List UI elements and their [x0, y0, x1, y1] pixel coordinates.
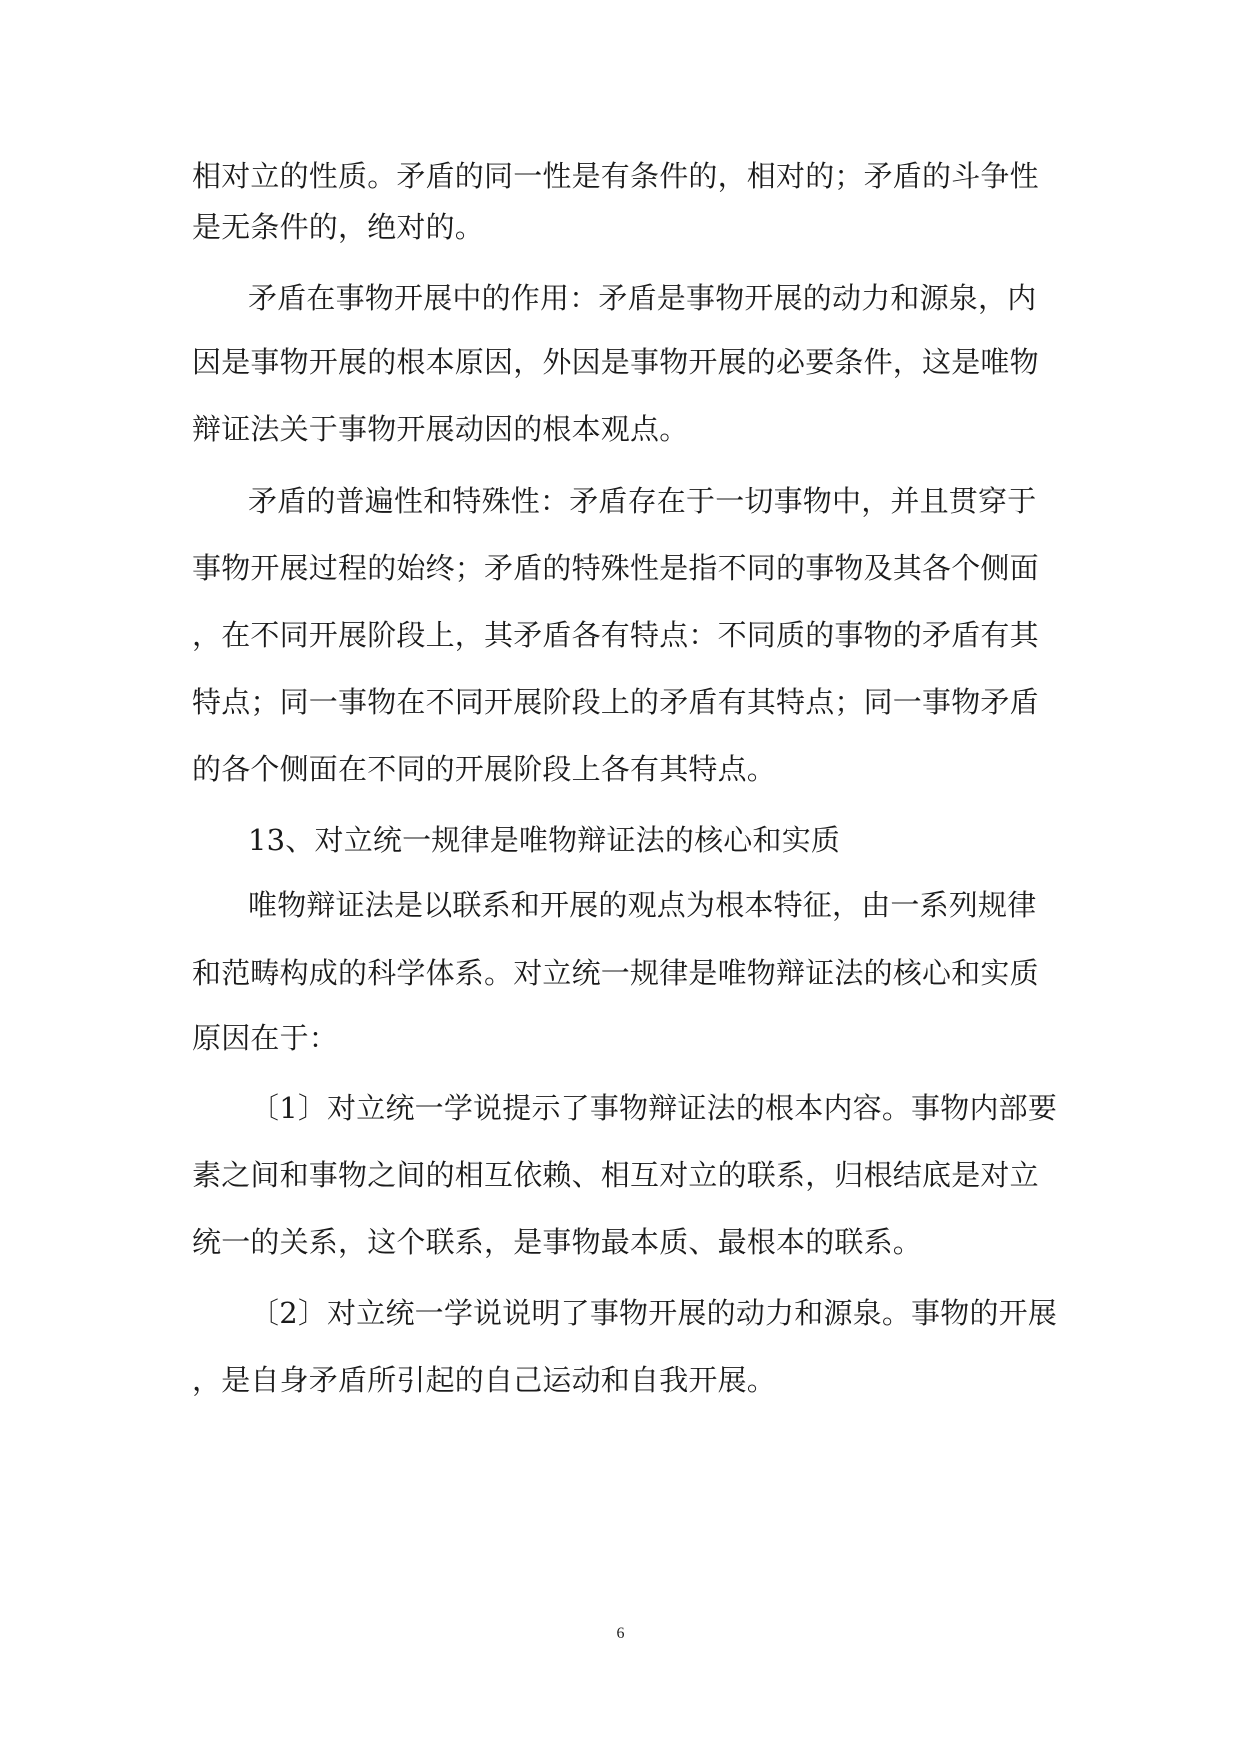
text-line: 的各个侧面在不同的开展阶段上各有其特点。: [192, 752, 777, 786]
section-heading: 13、对立统一规律是唯物辩证法的核心和实质: [248, 823, 841, 857]
text-line: 矛盾在事物开展中的作用：矛盾是事物开展的动力和源泉，内: [248, 281, 1037, 315]
text-line: 相对立的性质。矛盾的同一性是有条件的，相对的；矛盾的斗争性: [192, 159, 1039, 193]
text-line: 〔1〕对立统一学说提示了事物辩证法的根本内容。事物内部要: [250, 1091, 1058, 1125]
text-line: 素之间和事物之间的相互依赖、相互对立的联系，归根结底是对立: [192, 1158, 1039, 1192]
text-line: ，在不同开展阶段上，其矛盾各有特点：不同质的事物的矛盾有其: [192, 618, 1039, 652]
text-line: 辩证法关于事物开展动因的根本观点。: [192, 412, 689, 446]
page-number: 6: [616, 1625, 625, 1642]
text-line: 事物开展过程的始终；矛盾的特殊性是指不同的事物及其各个侧面: [192, 551, 1039, 585]
text-line: 特点；同一事物在不同开展阶段上的矛盾有其特点；同一事物矛盾: [192, 685, 1039, 719]
text-line: 〔2〕对立统一学说说明了事物开展的动力和源泉。事物的开展: [250, 1296, 1058, 1330]
text-line: 原因在于：: [192, 1021, 339, 1055]
text-line: 矛盾的普遍性和特殊性：矛盾存在于一切事物中，并且贯穿于: [248, 484, 1037, 518]
text-line: 统一的关系，这个联系，是事物最本质、最根本的联系。: [192, 1225, 923, 1259]
text-line: 因是事物开展的根本原因，外因是事物开展的必要条件，这是唯物: [192, 345, 1039, 379]
text-line: 是无条件的，绝对的。: [192, 210, 485, 244]
text-line: ，是自身矛盾所引起的自己运动和自我开展。: [192, 1363, 777, 1397]
text-line: 唯物辩证法是以联系和开展的观点为根本特征，由一系列规律: [248, 888, 1037, 922]
text-line: 和范畴构成的科学体系。对立统一规律是唯物辩证法的核心和实质: [192, 956, 1039, 990]
